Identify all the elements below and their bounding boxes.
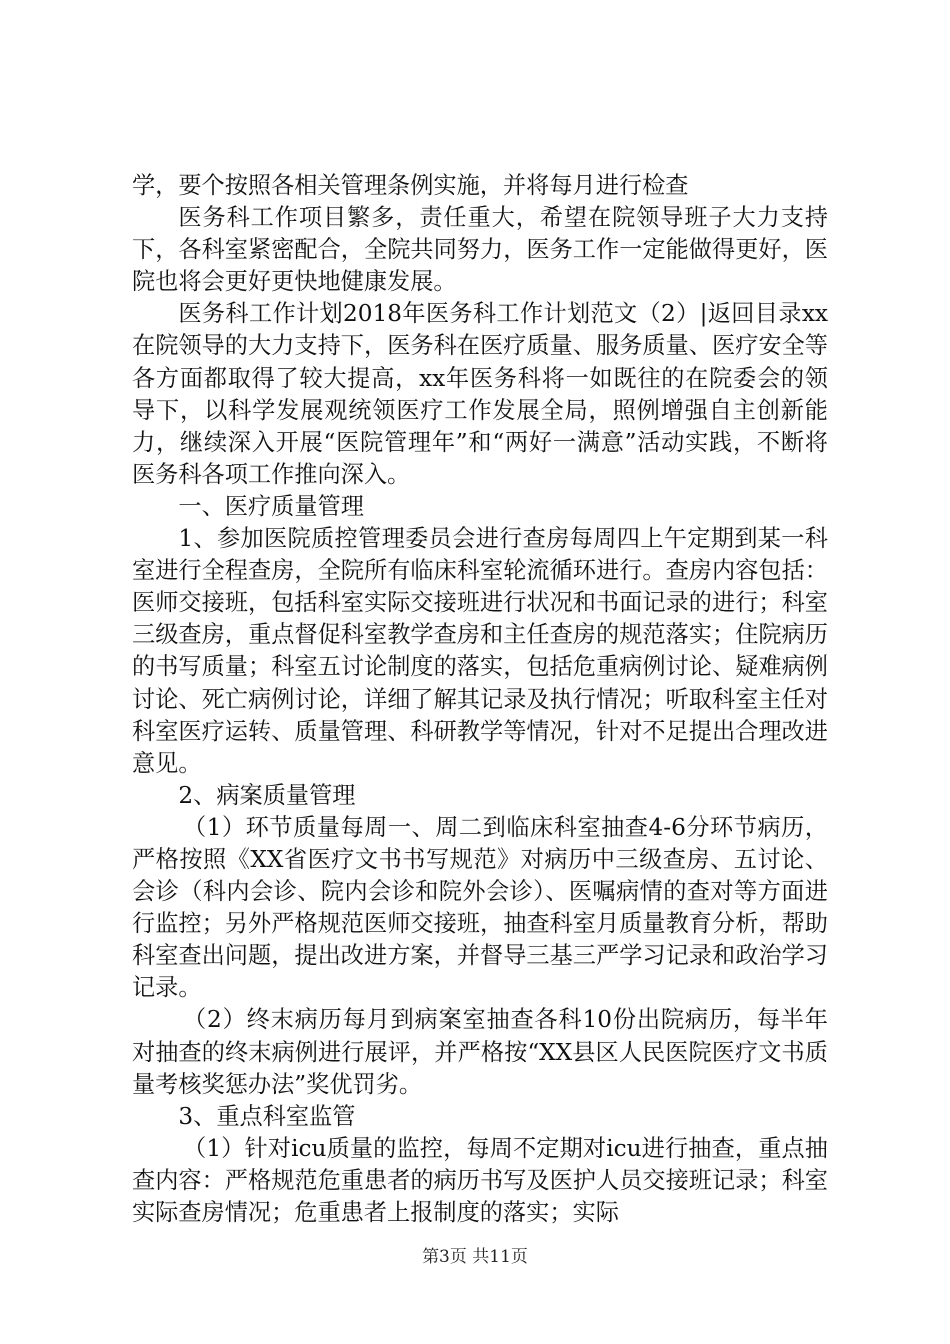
paragraph-plan-intro: 医务科工作计划2018年医务科工作计划范文（2）|返回目录xx在院领导的大力支持下，医务科在医疗质量、服务质量、医疗安全等各方面都取得了较大提高，xx年医务科将一如既往的在院委会的领导下，以科学发展观统领医疗工作发展全局，照例增强自主创新能力，继续深入开展“医院管理年”和“两好一满意”活动实践，不断将医务科各项工作推向深入。 — [132, 300, 828, 488]
paragraph-icu: （1）针对icu质量的监控，每周不定期对icu进行抽查，重点抽查内容：严格规范危重患者的病历书写及医护人员交接班记录；科室实际查房情况；危重患者上报制度的落实；实际 — [132, 1134, 828, 1226]
paragraph-ward-rounds: 1、参加医院质控管理委员会进行查房每周四上午定期到某一科室进行全程查房，全院所有临床科室轮流循环进行。查房内容包括：医师交接班，包括科室实际交接班进行状况和书面记录的进行；科室三级查房，重点督促科室教学查房和主任查房的规范落实；住院病历的书写质量；科室五讨论制度的落实，包括危重病例讨论、疑难病例讨论、死亡病例讨论，详细了解其记录及执行情况；听取科室主任对科室医疗运转、质量管理、科研教学等情况，针对不足提出合理改进意见。 — [132, 525, 828, 777]
paragraph-process-quality: （1）环节质量每周一、周二到临床科室抽查4-6分环节病历，严格按照《XX省医疗文书书写规范》对病历中三级查房、五讨论、会诊（科内会诊、院内会诊和院外会诊）、医嘱病情的查对等方面进行监控；另外严格规范医师交接班，抽查科室月质量教育分析，帮助科室查出问题，提出改进方案，并督导三基三严学习记录和政治学习记录。 — [132, 813, 828, 1002]
paragraph-continued: 学，要个按照各相关管理条例实施，并将每月进行检查 — [132, 172, 689, 199]
paragraph-final-records: （2）终末病历每月到病案室抽查各科10份出院病历，每半年对抽查的终末病例进行展评，并严格按“XX县区人民医院医疗文书质量考核奖惩办法”奖优罚劣。 — [132, 1006, 828, 1098]
page-number: 第3页 共11页 — [422, 1247, 528, 1267]
subheading-records: 2、病案质量管理 — [178, 781, 356, 809]
section-heading-quality: 一、医疗质量管理 — [178, 492, 364, 520]
document-body — [132, 170, 828, 1229]
subheading-key-departments: 3、重点科室监管 — [178, 1102, 356, 1130]
paragraph-summary: 医务科工作项目繁多，责任重大，希望在院领导班子大力支持下，各科室紧密配合，全院共同努力，医务工作一定能做得更好，医院也将会更好更快地健康发展。 — [132, 204, 828, 296]
